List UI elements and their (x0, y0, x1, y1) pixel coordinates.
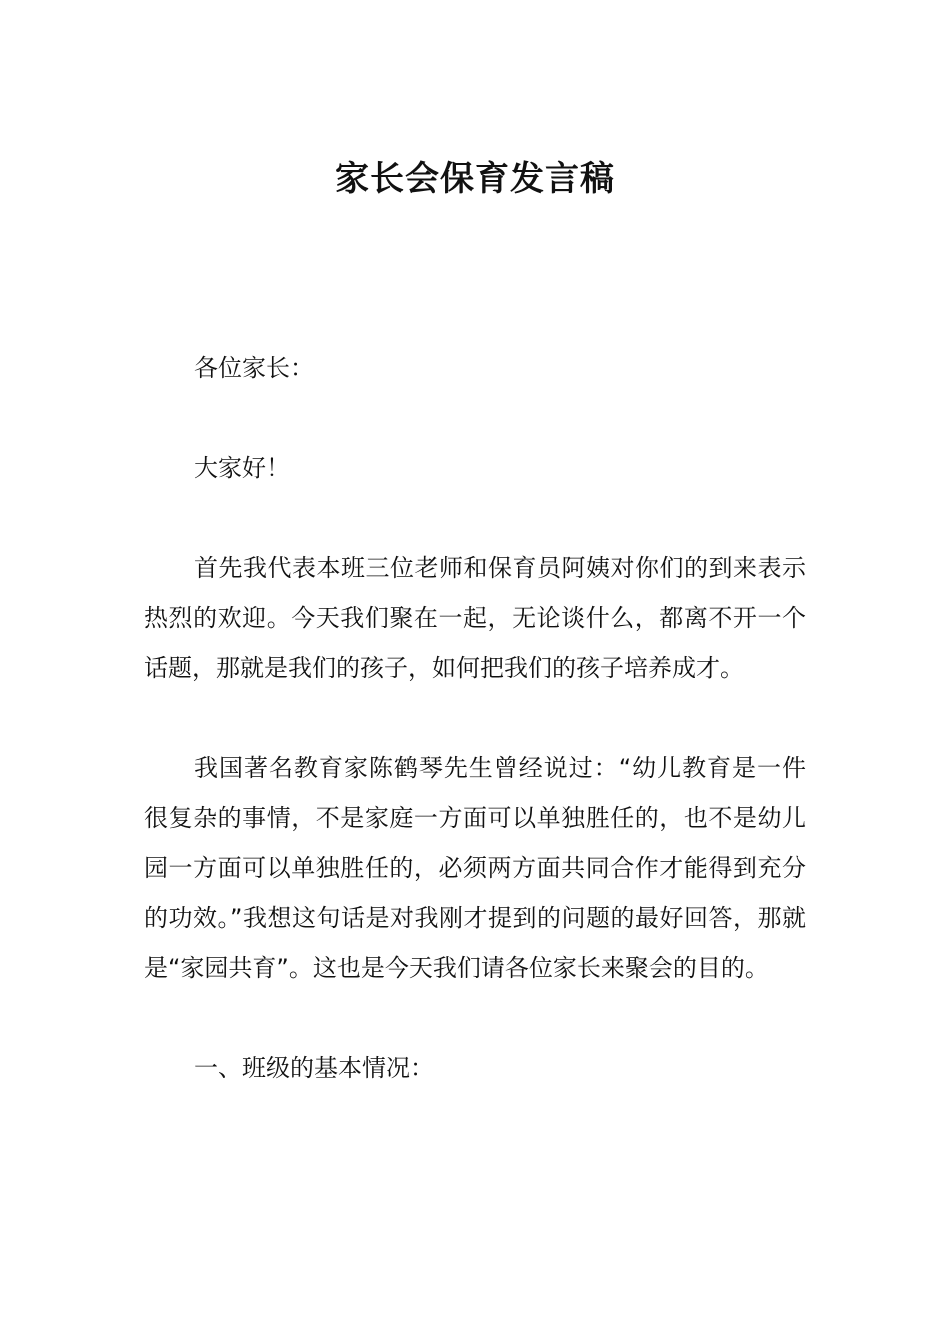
greeting: 大家好！ (194, 454, 290, 482)
salutation: 各位家长： (194, 354, 314, 382)
section-heading-class-info: 一、班级的基本情况： (194, 1054, 434, 1082)
document-body (144, 343, 806, 1143)
document-title: 家长会保育发言稿 (335, 159, 615, 199)
welcome-paragraph: 首先我代表本班三位老师和保育员阿姨对你们的到来表示热烈的欢迎。今天我们聚在一起，无论谈什么，都离不开一个话题，那就是我们的孩子，如何把我们的孩子培养成才。 (144, 554, 806, 682)
quote-paragraph: 我国著名教育家陈鹤琴先生曾经说过：“幼儿教育是一件很复杂的事情，不是家庭一方面可以单独胜任的，也不是幼儿园一方面可以单独胜任的，必须两方面共同合作才能得到充分的功效。”我想这句话是对我刚才提到的问题的最好回答，那就是“家园共育”。这也是今天我们请各位家长来聚会的目的。 (144, 754, 806, 982)
